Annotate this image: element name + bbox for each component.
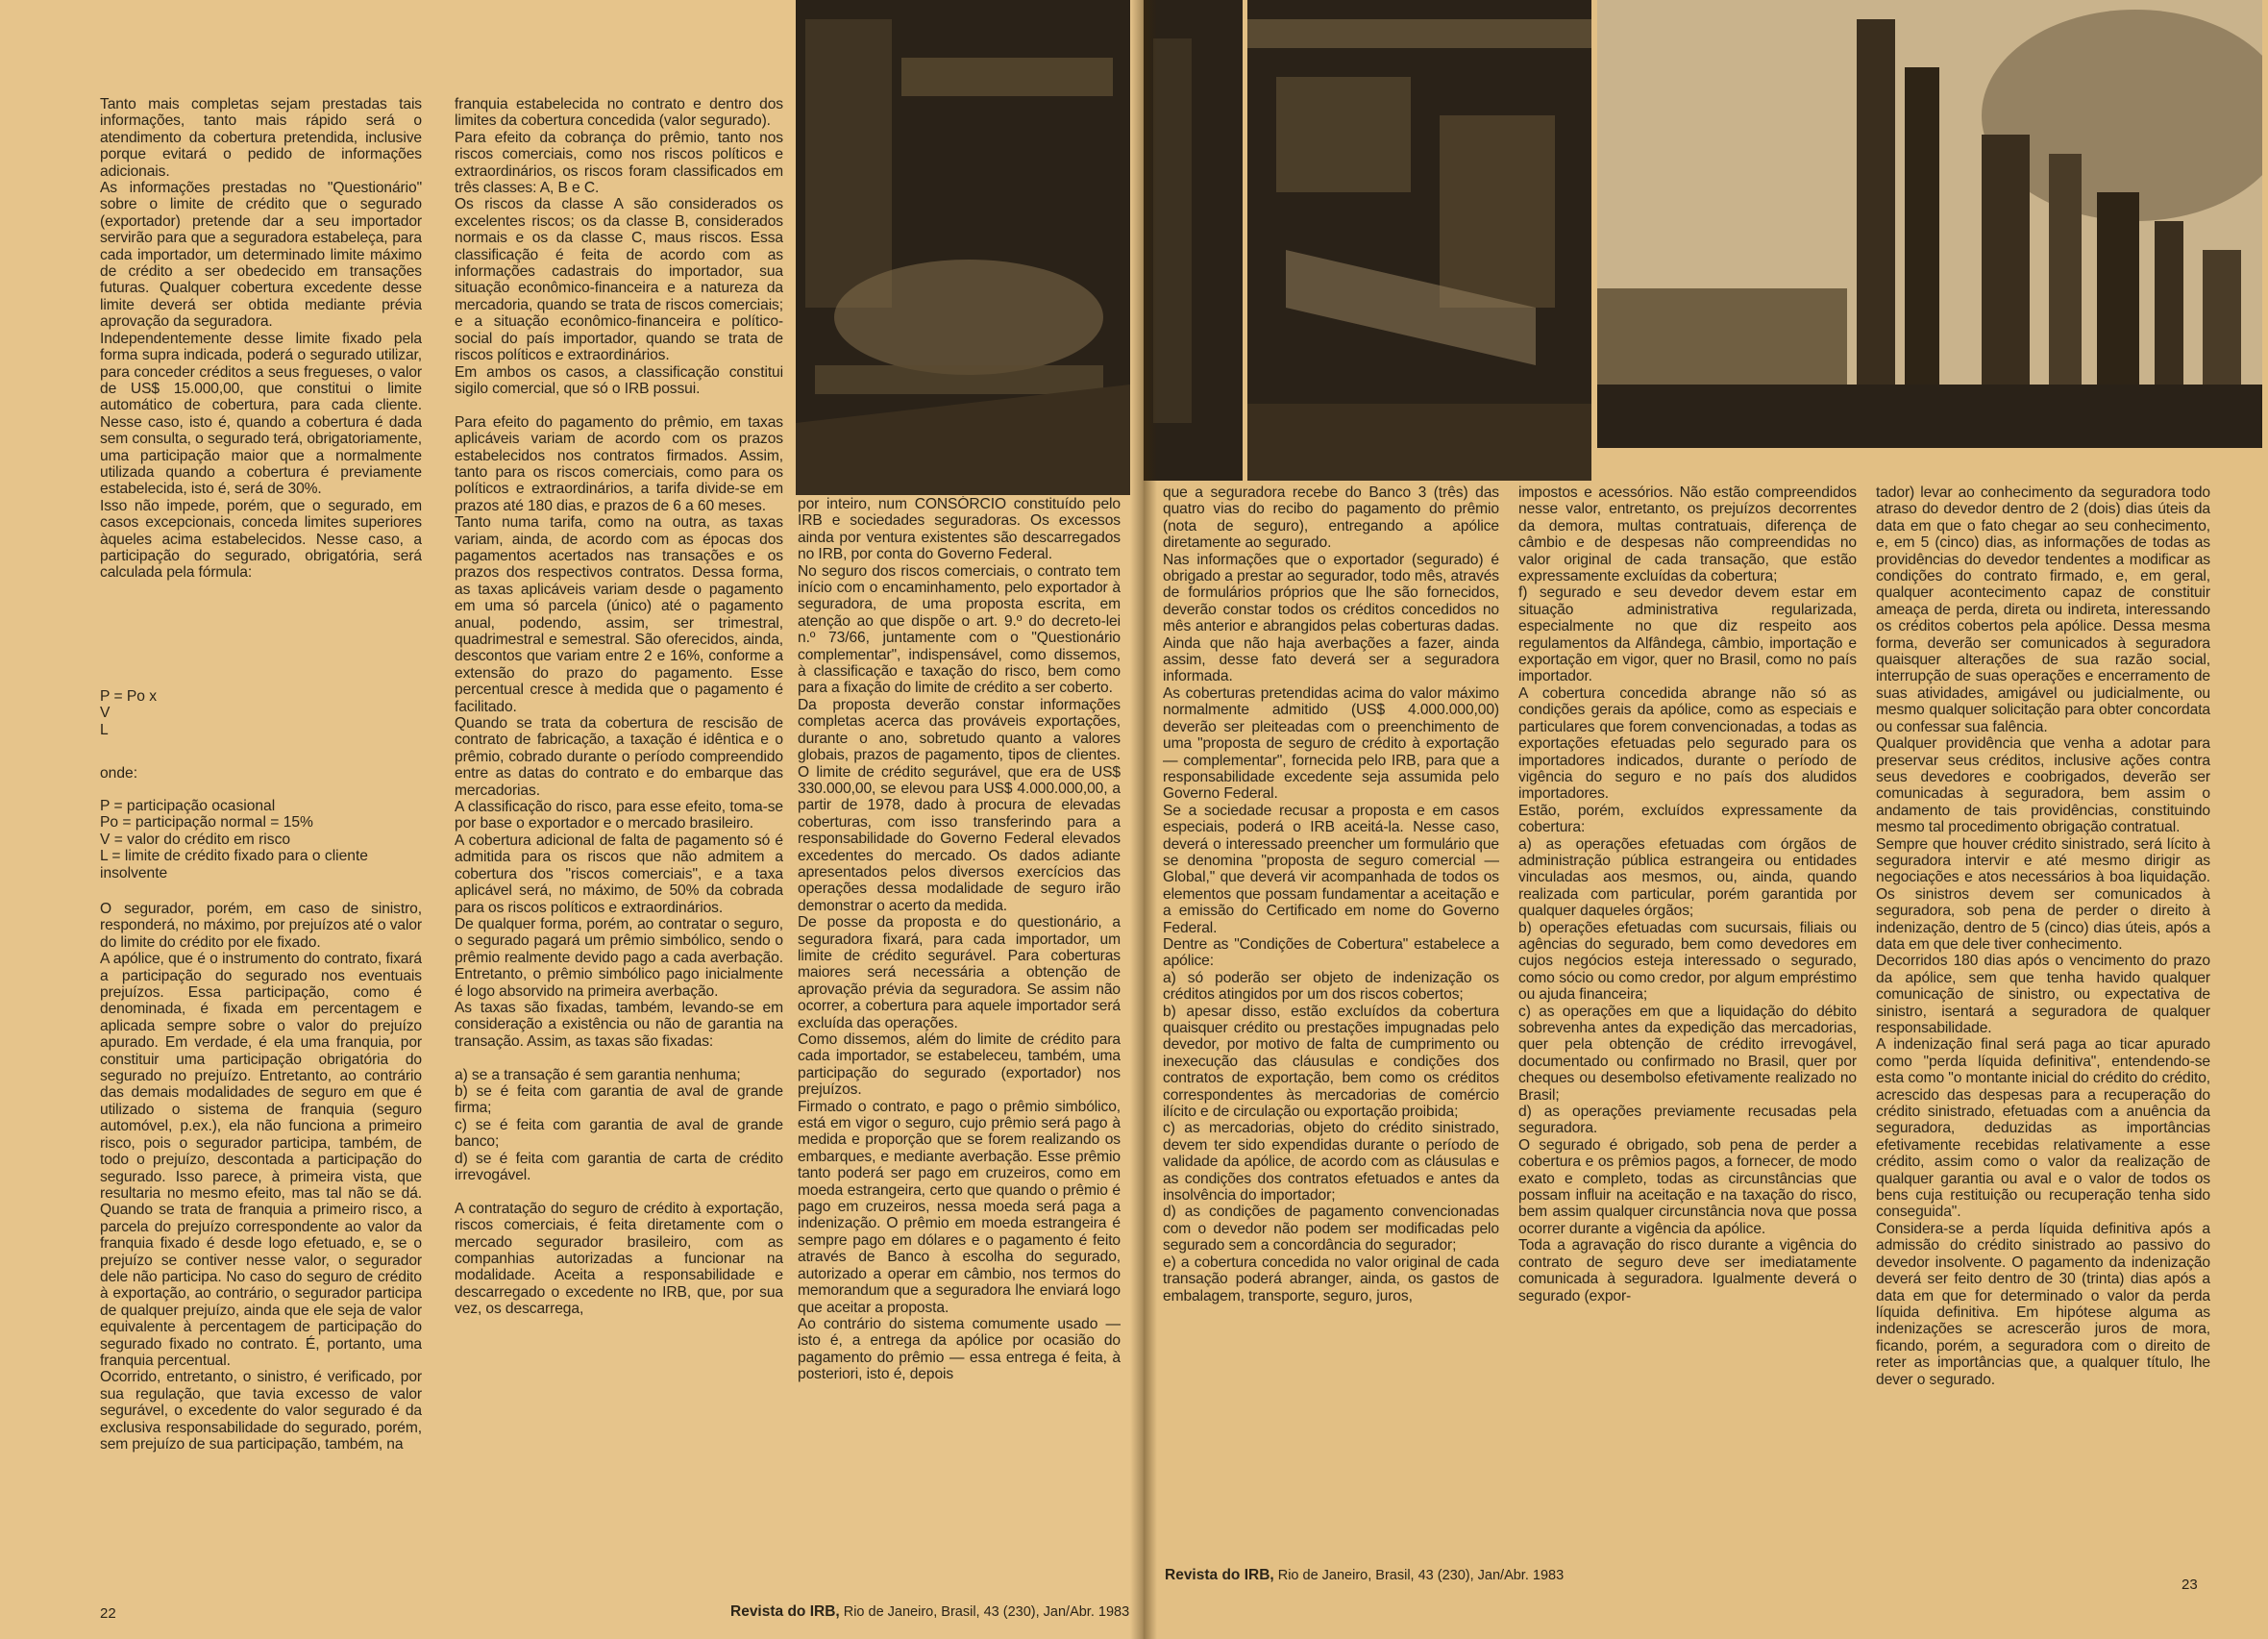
left-page-column-1: Tanto mais completas sejam prestadas tais informações, tanto mais rápido será o atendimento da cobertura pretendida, inclusive porque evitará o pedido de informações adicionais. As informações prestadas no "Questionário" sobre o limite de crédito que o segurado (exportador) pretende dar a seu importador servirão para que a seguradora estabeleça, para cada importador, um determinado limite máximo de crédito a ser obedecido em transações futuras. Qualquer cobertura excedente desse limite deverá ser obtida mediante prévia aprovação da seguradora. Independentemente desse limite fixado pela forma supra indicada, poderá o segurado utilizar, para conceder créditos a seus fregueses, o valor de US$ 15.000,00, que constitui o limite automático de cobertura, para cada cliente. Nesse caso, isto é, quando a cobertura é dada sem consulta, o segurado terá, obrigatoriamente, uma participação maior que a normalmente utilizada quando a cobertura é previamente estabelecida, isto é, será de 30%. Isso não impede, porém, que o segurado, em casos excepcionais, conceda limites superiores àqueles acima estabelecidos. Nesse caso, a participação do segurado, obrigatória, será calculada pela fórmula: (100, 96, 422, 582)
refinery-photo-2-image (1144, 0, 1243, 481)
formula (100, 688, 292, 738)
legend-item: V = valor do crédito em risco (100, 831, 291, 848)
refinery-photo-4-image (1597, 0, 2262, 448)
left-page-column-1b: O segurador, porém, em caso de sinistro, responderá, no máximo, por prejuízos até o valor do limite do crédito por ele fixado. A apólice, que é o instrumento do contrato, fixará a participação do segurado nos eventuais prejuízos. Essa participação, como é denominada, é fixada em percentagem e aplicada sempre sobre o valor do prejuízo apurado. Em verdade, é ela uma franquia, por constituir uma participação obrigatória do segurado no prejuízo. Entretanto, ao contrário das demais modalidades de seguro em que é utilizado o sistema de franquia (seguro automóvel, p.ex.), ela não funciona a primeiro risco, pois o segurador participa, também, de todo o prejuízo, descontada a participação do segurado. Isso parece, à primeira vista, que resultaria no mesmo efeito, mas tal não se dá. Quando se trata de franquia a primeiro risco, a parcela do prejuízo correspondente ao valor da franquia fixado é desde logo efetuado, e, se o prejuízo se contiver nesse valor, o segurador dele não participa. No caso do seguro de crédito à exportação, ao contrário, o segurador participa de qualquer prejuízo, ainda que ele seja de valor equivalente à percentagem de participação do segurado fixado no contrato. É, portanto, uma franquia percentual. Ocorrido, entretanto, o sinistro, é verificado, por sua regulação, que tavia excesso de valor segurável, o excedente do valor segurado é da exclusiva responsabilidade do segurado, porém, sem prejuízo de sua participação, também, na (100, 901, 422, 1453)
footer-title: Revista do IRB, (1165, 1567, 1274, 1583)
formula-onde: onde: (100, 765, 138, 782)
refinery-photo-1-image (796, 0, 1130, 495)
formula-line: V (100, 705, 111, 722)
formula-line: L (100, 721, 109, 738)
refinery-photo-1 (796, 0, 1130, 495)
refinery-photo-3-image (1247, 0, 1591, 481)
legend-item: Po = participação normal = 15% (100, 814, 313, 832)
footer-citation: Rio de Janeiro, Brasil, 43 (230), Jan/Abr. 1983 (1277, 1568, 1565, 1583)
page-gutter (1130, 0, 1157, 1639)
footer-right (1165, 1567, 1564, 1584)
footer-citation: Rio de Janeiro, Brasil, 43 (230), Jan/Abr. 1983 (843, 1604, 1130, 1620)
page-number-left: 22 (100, 1605, 116, 1622)
formula-line: P = Po x (100, 688, 158, 705)
refinery-photo-2 (1144, 0, 1243, 481)
refinery-photo-3 (1247, 0, 1591, 481)
left-page-column-3: por inteiro, num CONSÓRCIO constituído pelo IRB e sociedades seguradoras. Os excessos ainda por ventura existentes são descarregados no IRB, por conta do Governo Federal. No seguro dos riscos comerciais, o contrato tem início com o encaminhamento, pelo exportador à seguradora, de uma proposta escrita, em atenção ao que dispõe o art. 9.º do decreto-lei n.º 73/66, juntamente com o "Questionário complementar", indispensável, como dissemos, à classificação e taxação do risco, bem como para a fixação do limite de crédito a ser coberto. Da proposta deverão constar informações completas acerca das prováveis exportações, durante o ano, sobretudo quanto a valores globais, prazos de pagamento, tipos de clientes. O limite de crédito segurável, que era de US$ 330.000,00, se elevou para US$ 4.000.000,00, a partir de 1978, dado à procura de elevadas coberturas, com isso transferindo para a responsabilidade do Governo Federal elevados excedentes do mercado. Os dados adiante apresentados pelos diversos exercícios das operações dessa modalidade de seguro irão demonstrar o acerto da medida. De posse da proposta e do questionário, a seguradora fixará, para cada importador, um limite de crédito segurável. Para coberturas maiores será necessária a obtenção de aprovação prévia da seguradora. Se assim não ocorrer, a cobertura para aquele importador será excluída das operações. Como dissemos, além do limite de crédito para cada importador, se estabeleceu, também, uma participação do segurado (exportador) nos prejuízos. Firmado o contrato, e pago o prêmio simbólico, está em vigor o seguro, cujo prêmio será pago à medida e proporção que se forem realizando os embarques, e mediante averbação. Esse prêmio tanto poderá ser pago em cruzeiros, como em moeda estrangeira, certo que quando o prêmio é pago em cruzeiros, nessa moeda será paga a indenização. O prêmio em moeda estrangeira é sempre pago em dólares e o pagamento é feito através de Banco à escolha do segurado, autorizado a operar em câmbio, nos termos do memorandum que a seguradora lhe enviará logo que aceitar a proposta. Ao contrário do sistema comumente usado — isto é, a entrega da apólice por ocasião do pagamento do prêmio — essa entrega é feita, à posteriori, isto é, depois (798, 496, 1121, 1383)
legend-item: P = participação ocasional (100, 798, 276, 814)
right-page-column-1: que a seguradora recebe do Banco 3 (três) das quatro vias do recibo do pagamento do prêmio (nota de seguro), entregando a apólice diretamente ao segurado. Nas informações que o exportador (segurado) é obrigado a prestar ao segurador, todo mês, através de formulários próprios que lhe são fornecidos, deverão constar todos os créditos concedidos no mês anterior e abrangidos pelas coberturas dadas. Ainda que não haja averbações a fazer, ainda assim, desse fato deverá ser a seguradora informada. As coberturas pretendidas acima do valor máximo normalmente admitido (US$ 4.000.000,00) deverão ser pleiteadas com o preenchimento de uma "proposta de seguro de crédito à exportação — complementar", fornecida pelo IRB, para que a responsabilidade excedente seja assumida pelo Governo Federal. Se a sociedade recusar a proposta e em casos especiais, poderá o IRB aceitá-la. Nesse caso, deverá o interessado preencher um formulário que se denomina "proposta de seguro comercial — Global," que deverá vir acompanhada de todos os elementos que possam fundamentar a aceitação e a emissão do Certificado em nome do Governo Federal. Dentre as "Condições de Cobertura" estabelece a apólice: a) só poderão ser objeto de indenização os créditos atingidos por um dos riscos cobertos; b) apesar disso, estão excluídos da cobertura quaisquer crédito ou prestações impugnadas pelo devedor, por motivo de falta de cumprimento ou inexecução das cláusulas e condições dos contratos de exportação, bem como os créditos correspondentes às mercadorias de comércio ilícito e de circulação ou exportação proibida; c) as mercadorias, objeto do crédito sinistrado, devem ter sido expendidas durante o período de validade da apólice, de acordo com as cláusulas e as condições dos contratos efetuados e antes da insolvência do importador; d) as condições de pagamento convencionadas com o devedor não podem ser modificadas pelo segurado sem a concordância do segurador; e) a cobertura concedida no valor original de cada transação poderá abranger, ainda, os gastos de embalagem, transporte, seguro, juros, (1163, 484, 1499, 1304)
footer-left (730, 1603, 1129, 1621)
page-number-right: 23 (2182, 1577, 2198, 1593)
formula-legend (100, 798, 422, 882)
right-page-column-2: impostos e acessórios. Não estão compreendidos nesse valor, entretanto, os prejuízos decorrentes da demora, multas contratuais, diferença de câmbio e de despesas não compreendidas no valor original de cada transação, que estão expressamente excluídas da cobertura; f) segurado e seu devedor devem estar em situação administrativa regularizada, especialmente no que diz respeito aos regulamentos da Alfândega, câmbio, importação e exportação em vigor, quer no Brasil, como no país importador. A cobertura concedida abrange não só as condições gerais da apólice, como as especiais e particulares que forem convencionadas, a todas as exportações efetuadas pelo segurado para os importadores indicados, durante o período de vigência do seguro e no país dos aludidos importadores. Estão, porém, excluídos expressamente da cobertura: a) as operações efetuadas com órgãos de administração pública estrangeira ou entidades vinculadas aos mesmos, ou, ainda, quando realizada com particular, porém garantida por qualquer daqueles órgãos; b) operações efetuadas com sucursais, filiais ou agências do segurado, bem como devedores em cujos negócios esteja interessado o segurado, como sócio ou como credor, por algum empréstimo ou ajuda financeira; c) as operações em que a liquidação do débito sobrevenha antes da expedição das mercadorias, quer pela obtenção de crédito irrevogável, documentado ou confirmado no Brasil, quer por cheques ou desembolso efetivamente realizado no Brasil; d) as operações previamente recusadas pela seguradora. O segurado é obrigado, sob pena de perder a cobertura e os prêmios pagos, a fornecer, de modo exato e completo, todas as circunstâncias que possam influir na aceitação e na taxação do risco, bem assim qualquer circunstância nova que possa ocorrer durante a vigência da apólice. Toda a agravação do risco durante a vigência do contrato de seguro deve ser imediatamente comunicada à seguradora. Igualmente deverá o segurado (expor- (1518, 484, 1857, 1304)
refinery-photo-4 (1597, 0, 2262, 448)
legend-item: L = limite de crédito fixado para o cliente insolvente (100, 848, 368, 882)
footer-title: Revista do IRB, (730, 1603, 840, 1620)
right-page-column-3: tador) levar ao conhecimento da seguradora todo atraso do devedor dentro de 2 (dois) dias úteis da data em que o fato chegar ao seu conhecimento, e, em 5 (cinco) dias, as informações de todas as providências do devedor tendentes a modificar as condições do contrato firmado, e, em geral, qualquer acontecimento capaz de constituir ameaça de perda, direta ou indireta, interessando os créditos cobertos pela apólice. Dessa mesma forma, deverão ser comunicados à seguradora quaisquer alterações de sua razão social, interrupção de suas operações e encerramento de suas atividades, amigável ou judicialmente, ou mesmo qualquer solicitação para obter concordata ou confessar sua falência. Qualquer providência que venha a adotar para preservar seus créditos, inclusive ações contra seus devedores e coobrigados, deverão ser comunicadas à seguradora, bem assim o andamento de tais providências, constituindo mesmo tal procedimento obrigação contratual. Sempre que houver crédito sinistrado, será lícito à seguradora intervir e até mesmo dirigir as negociações e atos necessários à boa liquidação. Os sinistros devem ser comunicados à seguradora, sob pena de perder o direito à indenização, dentro de 5 (cinco) dias úteis, após a data em que dele tiver conhecimento. Decorridos 180 dias após o vencimento do prazo da apólice, sem que tenha havido qualquer comunicação de sinistro, ou expectativa de sinistro, isentará a seguradora de qualquer responsabilidade. A indenização final será paga ao ticar apurado como "perda líquida definitiva", entendendo-se esta como "o montante inicial do crédito do crédito, acrescido das despesas para a recuperação do crédito sinistrado, efetuadas com a anuência da seguradora, deduzidas as importâncias efetivamente recebidas relativamente a esse crédito, assim como o valor da realização de qualquer garantia ou aval e o valor de todos os bens cuja restituição ou recuperação tenha sido conseguida". Considera-se a perda líquida definitiva após a admissão do crédito sinistrado ao passivo do devedor insolvente. O pagamento da indenização deverá ser feito dentro de 30 (trinta) dias após a data em que for determinado o valor da perda líquida definitiva. Em hipótese alguma as indenizações se acrescerão juros de mora, ficando, porém, a seguradora com o direito de reter as importâncias que, a qualquer título, lhe dever o segurado. (1876, 484, 2210, 1388)
left-page-column-2: franquia estabelecida no contrato e dentro dos limites da cobertura concedida (valor segurado). Para efeito da cobrança do prêmio, tanto nos riscos comerciais, como nos riscos políticos e extraordinários, os riscos foram classificados em três classes: A, B e C. Os riscos da classe A são considerados os excelentes riscos; os da classe B, considerados normais e os da classe C, maus riscos. Essa classificação é feita de acordo com as informações cadastrais do importador, sua situação econômico-financeira e a natureza da mercadoria, quando se trata de riscos comerciais; e a situação econômico-financeira e político-social do país importador, quando se trata de riscos políticos e extraordinários. Em ambos os casos, a classificação constitui sigilo comercial, que só o IRB possui. Para efeito do pagamento do prêmio, em taxas aplicáveis variam de acordo com os prazos estabelecidos nos contratos firmados. Assim, tanto para os riscos comerciais, como para os políticos e extraordinários, a tarifa divide-se em prazos até 180 dias, e prazos de 6 a 60 meses. Tanto numa tarifa, como na outra, as taxas variam, ainda, de acordo com as épocas dos pagamentos acertados nas transações e os prazos dos respectivos contratos. Dessa forma, as taxas aplicáveis variam desde o pagamento em uma só parcela (único) até o pagamento anual, podendo, assim, ser trimestral, quadrimestral e semestral. São oferecidos, ainda, descontos que variam entre 2 e 16%, conforme a extensão do prazo do pagamento. Esse percentual cresce à medida que o pagamento é facilitado. Quando se trata da cobertura de rescisão de contrato de fabricação, a taxação é idêntica e o prêmio, cobrado durante o período compreendido entre as datas do contrato e do embarque das mercadorias. A classificação do risco, para esse efeito, toma-se por base o exportador e o mercado brasileiro. A cobertura adicional de falta de pagamento só é admitida para os riscos que não admitem a cobertura dos "riscos comerciais", e a taxa aplicável será, no máximo, de 50% da cobrada para os riscos políticos e extraordinários. De qualquer forma, porém, ao contratar o seguro, o segurado pagará um prêmio simbólico, sendo o prêmio realmente devido pago a cada averbação. Entretanto, o prêmio simbólico pago inicialmente é logo absorvido na primeira averbação. As taxas são fixadas, também, levando-se em consideração a existência ou não de garantia na transação. Assim, as taxas são fixadas: a) se a transação é sem garantia nenhuma; b) se é feita com garantia de aval de grande firma; c) se é feita com garantia de aval de grande banco; d) se é feita com garantia de carta de crédito irrevogável. A contratação do seguro de crédito à exportação, riscos comerciais, é feita diretamente com o mercado segurador brasileiro, com as companhias autorizadas a funcionar na modalidade. Aceita a responsabilidade e descarregado o excedente no IRB, que, por sua vez, os descarrega, (455, 96, 783, 1318)
right-page (1144, 0, 2268, 1639)
